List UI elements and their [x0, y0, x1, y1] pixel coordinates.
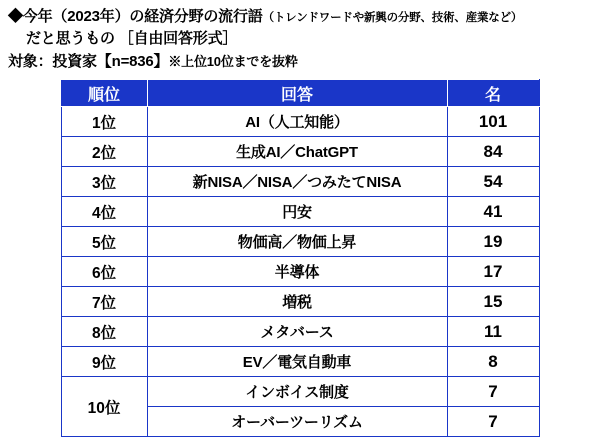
cell-answer: 物価高／物価上昇	[147, 227, 447, 257]
column-header-rank: 順位	[61, 80, 147, 107]
cell-count: 41	[447, 197, 539, 227]
ranking-table	[61, 79, 540, 437]
table-row	[61, 227, 539, 257]
cell-count: 101	[447, 107, 539, 137]
table-row	[61, 377, 539, 407]
cell-answer: 生成AI／ChatGPT	[147, 137, 447, 167]
cell-count: 11	[447, 317, 539, 347]
table-row	[61, 137, 539, 167]
title-line-2: だと思うもの ［自由回答形式］	[26, 29, 238, 47]
cell-count: 19	[447, 227, 539, 257]
cell-answer: AI（人工知能）	[147, 107, 447, 137]
cell-rank: 9位	[61, 347, 147, 377]
cell-count: 54	[447, 167, 539, 197]
cell-answer: 新NISA／NISA／つみたてNISA	[147, 167, 447, 197]
table-row	[61, 317, 539, 347]
cell-count: 17	[447, 257, 539, 287]
table-row	[61, 347, 539, 377]
table-row	[61, 257, 539, 287]
cell-count: 7	[447, 407, 539, 437]
table-header	[61, 80, 539, 107]
table-body	[61, 107, 539, 437]
cell-count: 15	[447, 287, 539, 317]
cell-answer: インボイス制度	[147, 377, 447, 407]
cell-count: 84	[447, 137, 539, 167]
excerpt-note-text: ※上位10位までを抜粋	[168, 53, 298, 69]
table-header-row	[61, 80, 539, 107]
column-header-answer: 回答	[147, 80, 447, 107]
cell-answer: 増税	[147, 287, 447, 317]
table-row	[61, 107, 539, 137]
cell-count: 7	[447, 377, 539, 407]
cell-answer: オーバーツーリズム	[147, 407, 447, 437]
cell-answer: 円安	[147, 197, 447, 227]
cell-rank: 1位	[61, 107, 147, 137]
cell-rank: 2位	[61, 137, 147, 167]
table-row	[61, 287, 539, 317]
page-title	[8, 6, 592, 72]
title-line-3	[8, 51, 592, 73]
cell-answer: EV／電気自動車	[147, 347, 447, 377]
cell-rank: 10位	[61, 377, 147, 437]
table-row	[61, 167, 539, 197]
cell-rank: 7位	[61, 287, 147, 317]
cell-answer: メタバース	[147, 317, 447, 347]
cell-count: 8	[447, 347, 539, 377]
cell-rank: 8位	[61, 317, 147, 347]
title-main-text: ◆今年（2023年）の経済分野の流行語	[8, 8, 263, 25]
title-line-1	[8, 6, 592, 28]
cell-answer: 半導体	[147, 257, 447, 287]
sample-size-text: 対象：投資家【n=836】	[8, 52, 169, 70]
cell-rank: 3位	[61, 167, 147, 197]
cell-rank: 5位	[61, 227, 147, 257]
title-note-text: （トレンドワードや新興の分野、技術、産業など）	[262, 12, 523, 24]
table-row	[61, 197, 539, 227]
column-header-count: 名	[447, 80, 539, 107]
cell-rank: 6位	[61, 257, 147, 287]
cell-rank: 4位	[61, 197, 147, 227]
